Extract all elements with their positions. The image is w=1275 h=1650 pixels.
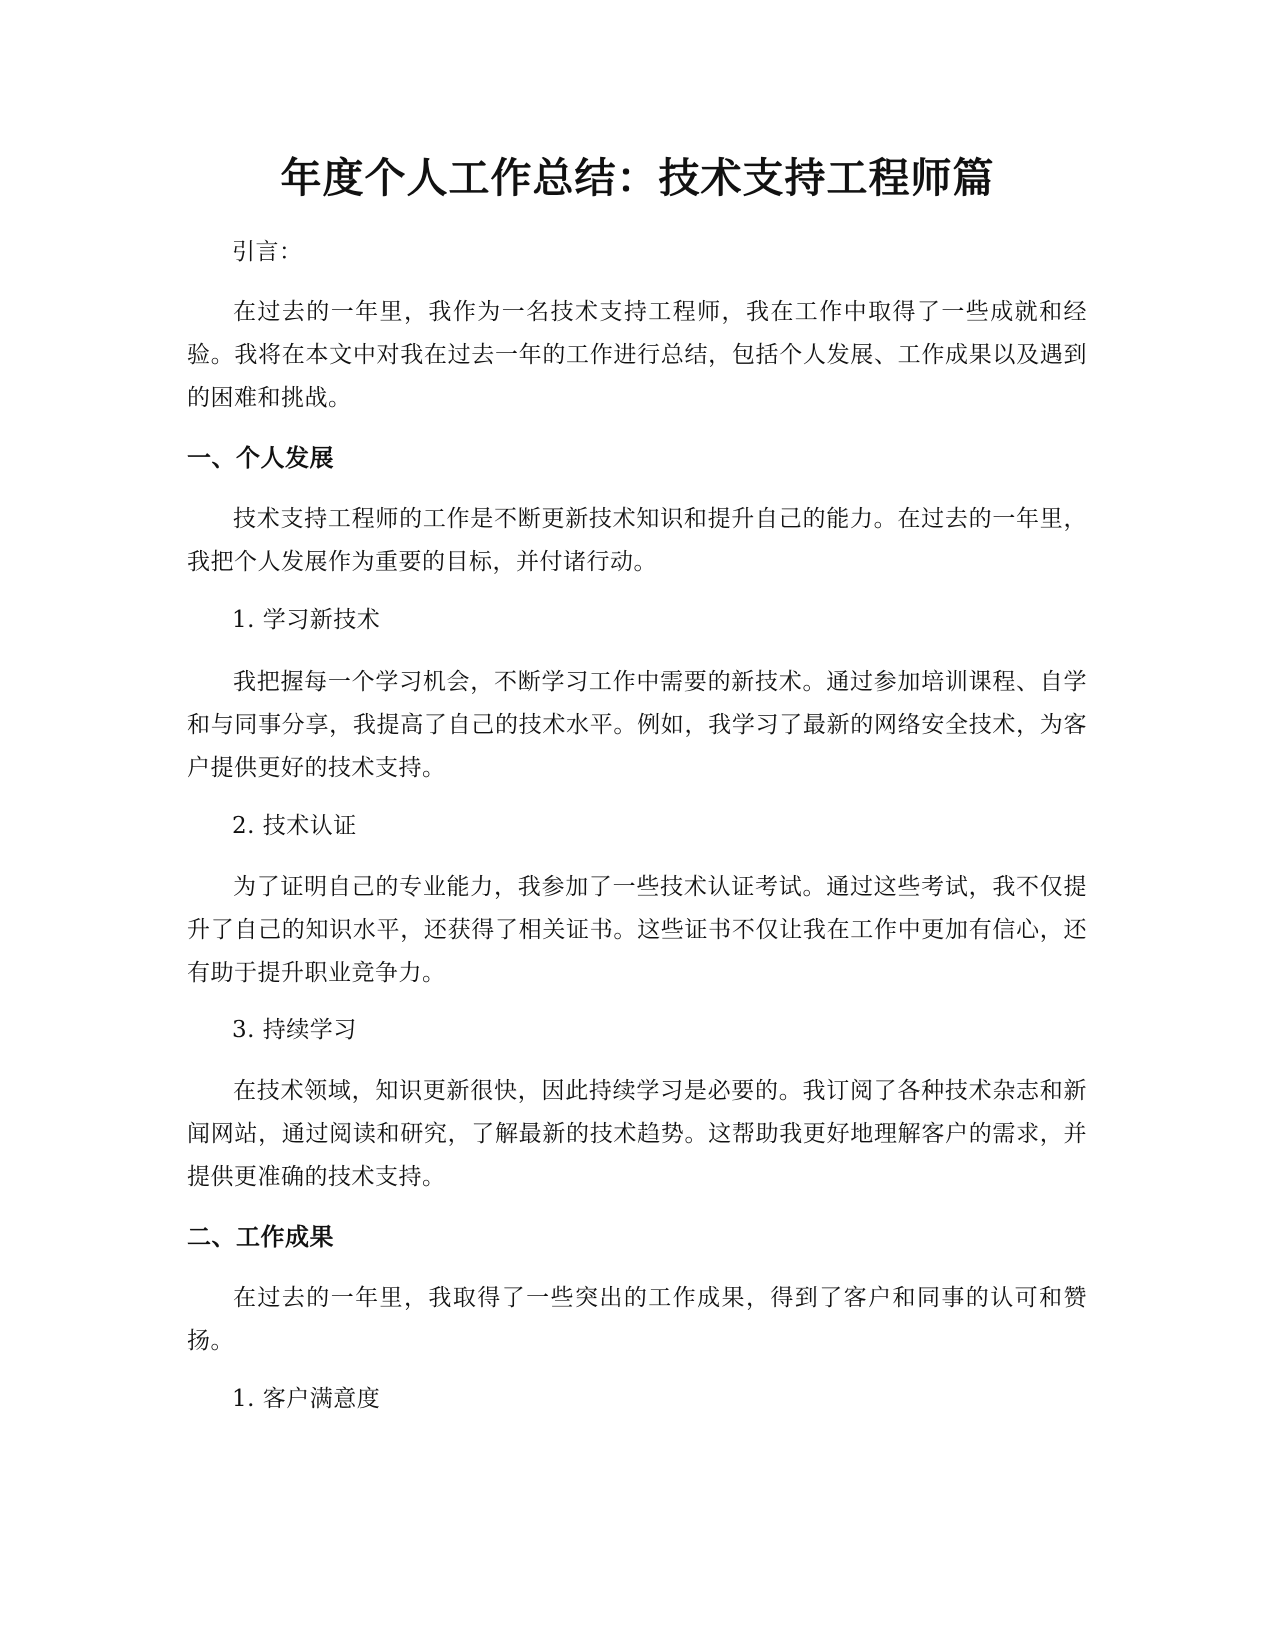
section1-item1-paragraph: 我把握每一个学习机会，不断学习工作中需要的新技术。通过参加培训课程、自学和与同事分享，我提高了自己的技术水平。例如，我学习了最新的网络安全技术，为客户提供更好的技术支持。 [187, 669, 1087, 781]
section1-item2-label: 2. 技术认证 [232, 813, 357, 839]
section-heading-work-results: 二、工作成果 [187, 1223, 334, 1251]
section1-item2-paragraph: 为了证明自己的专业能力，我参加了一些技术认证考试。通过这些考试，我不仅提升了自己的知识水平，还获得了相关证书。这些证书不仅让我在工作中更加有信心，还有助于提升职业竞争力。 [187, 874, 1087, 986]
section1-intro-paragraph: 技术支持工程师的工作是不断更新技术知识和提升自己的能力。在过去的一年里，我把个人发展作为重要的目标，并付诸行动。 [187, 506, 1087, 575]
intro-label: 引言： [232, 239, 303, 265]
section2-item1-label: 1. 客户满意度 [232, 1386, 381, 1412]
section1-item1-label: 1. 学习新技术 [232, 607, 381, 633]
section1-item3-paragraph: 在技术领域，知识更新很快，因此持续学习是必要的。我订阅了各种技术杂志和新闻网站，通过阅读和研究，了解最新的技术趋势。这帮助我更好地理解客户的需求，并提供更准确的技术支持。 [187, 1078, 1087, 1190]
intro-paragraph: 在过去的一年里，我作为一名技术支持工程师，我在工作中取得了一些成就和经验。我将在本文中对我在过去一年的工作进行总结，包括个人发展、工作成果以及遇到的困难和挑战。 [187, 299, 1087, 411]
document-title: 年度个人工作总结：技术支持工程师篇 [280, 154, 995, 202]
section-heading-personal-development: 一、个人发展 [187, 444, 334, 472]
section2-intro-paragraph: 在过去的一年里，我取得了一些突出的工作成果，得到了客户和同事的认可和赞扬。 [187, 1285, 1087, 1354]
section1-item3-label: 3. 持续学习 [232, 1017, 357, 1043]
